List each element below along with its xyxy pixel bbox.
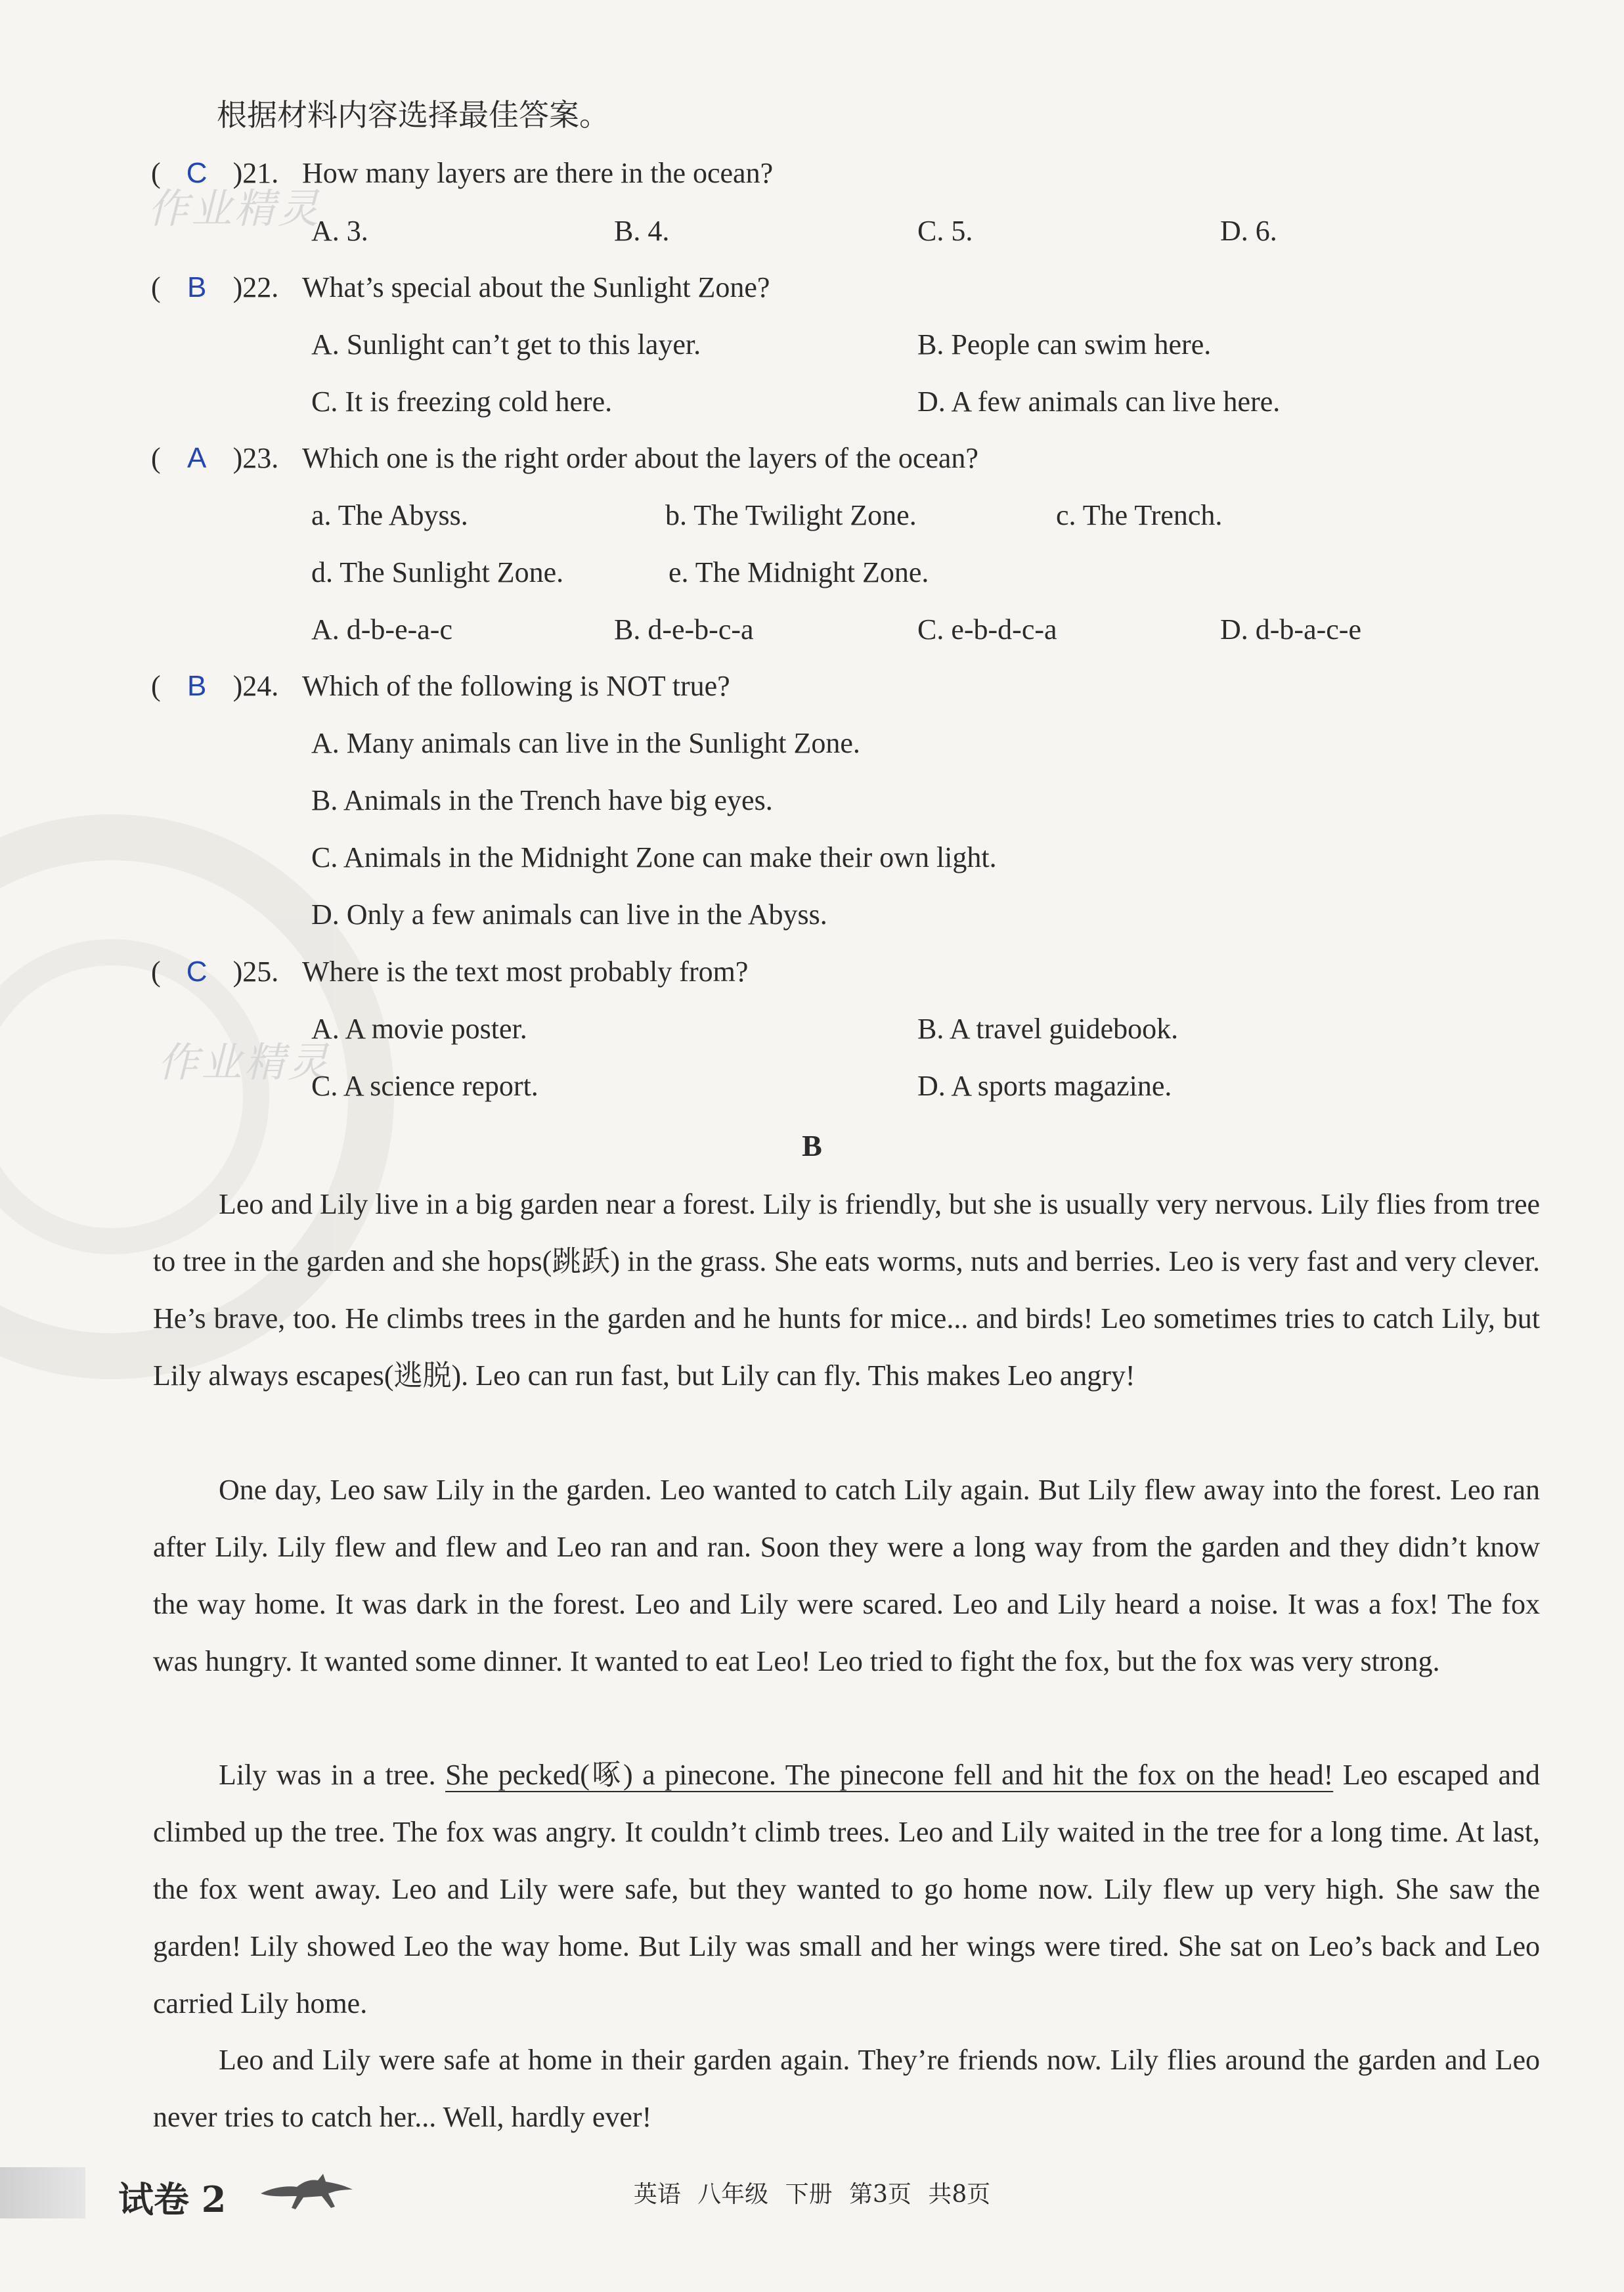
q22-option-a: A. Sunlight can’t get to this layer.: [311, 328, 701, 361]
passage-paragraph-2: One day, Leo saw Lily in the garden. Leo wanted to catch Lily again. But Lily flew away into the forest. Leo ran after Lily. Lily flew and flew and Leo ran and ran. Soon they were a long way from the garden and they didn’t know the way home. It was dark in the forest. Leo and Lily were scared. Leo and Lily heard a noise. It was a fox! The fox was hungry. It wanted some dinner. It wanted to eat Leo! Leo tried to fight the fox, but the fox was very strong.: [153, 1474, 1540, 1677]
answer-23: A: [187, 442, 207, 474]
question-21: ( C )21. How many layers are there in the ocean?: [151, 157, 774, 189]
q23-item-b: b. The Twilight Zone.: [665, 499, 917, 531]
question-21-text: How many layers are there in the ocean?: [302, 157, 774, 189]
q23-item-c: c. The Trench.: [1056, 499, 1223, 531]
section-b-title: B: [802, 1129, 822, 1162]
question-22-text: What’s special about the Sunlight Zone?: [302, 271, 770, 303]
underlined-sentence: She pecked(啄) a pinecone. The pinecone fell and hit the fox on the head!: [445, 1759, 1334, 1791]
q22-option-c: C. It is freezing cold here.: [311, 386, 613, 418]
q22-option-b: B. People can swim here.: [917, 328, 1212, 361]
q25-option-a: A. A movie poster.: [311, 1013, 527, 1045]
question-24: ( B )24. Which of the following is NOT true?: [151, 670, 730, 702]
instruction-text: 根据材料内容选择最佳答案。: [217, 97, 609, 133]
q24-option-a: A. Many animals can live in the Sunlight Zone.: [311, 727, 860, 759]
question-22: ( B )22. What’s special about the Sunlight Zone?: [151, 271, 770, 303]
q21-option-d: D. 6.: [1220, 215, 1277, 247]
q23-option-b: B. d-e-b-c-a: [614, 613, 754, 646]
footer-page-info: 英语 八年级 下册 第3页 共8页: [633, 2181, 991, 2208]
q23-option-a: A. d-b-e-a-c: [311, 613, 452, 646]
answer-21: C: [186, 157, 208, 189]
q25-option-c: C. A science report.: [311, 1070, 538, 1102]
q23-option-c: C. e-b-d-c-a: [917, 613, 1057, 646]
watermark-text-middle: 作业精灵: [158, 1038, 332, 1086]
question-25-text: Where is the text most probably from?: [302, 956, 749, 988]
q21-option-a: A. 3.: [311, 215, 368, 247]
q24-option-d: D. Only a few animals can live in the Abyss.: [311, 898, 827, 931]
question-24-text: Which of the following is NOT true?: [302, 670, 730, 702]
footer-paper-label: 试卷 2: [118, 2178, 227, 2220]
question-25: ( C )25. Where is the text most probably from?: [151, 956, 749, 988]
answer-24: B: [187, 670, 207, 702]
q24-option-b: B. Animals in the Trench have big eyes.: [311, 784, 773, 816]
q25-option-b: B. A travel guidebook.: [917, 1013, 1179, 1045]
passage-paragraph-4: Leo and Lily were safe at home in their garden again. They’re friends now. Lily flies around the garden and Leo never tries to catch her... Well, hardly ever!: [153, 2044, 1540, 2133]
q23-item-a: a. The Abyss.: [311, 499, 468, 531]
passage-paragraph-1: Leo and Lily live in a big garden near a forest. Lily is friendly, but she is usually very nervous. Lily flies from tree to tree in the garden and she hops(跳跃) in the grass. She eats worms, nuts and berries. Leo is very fast and very clever. He’s brave, too. He climbs trees in the garden and he hunts for mice... and birds! Leo sometimes tries to catch Lily, but Lily always escapes(逃脱). Leo can run fast, but Lily can fly. This makes Leo angry!: [153, 1188, 1540, 1392]
answer-22: B: [187, 271, 207, 303]
q24-option-c: C. Animals in the Midnight Zone can make their own light.: [311, 841, 997, 873]
answer-25: C: [186, 956, 208, 988]
q23-item-e: e. The Midnight Zone.: [669, 556, 929, 588]
question-23-text: Which one is the right order about the layers of the ocean?: [302, 442, 978, 474]
watermark-text-top: 作业精灵: [148, 185, 322, 232]
q23-option-d: D. d-b-a-c-e: [1220, 613, 1361, 646]
q21-option-b: B. 4.: [614, 215, 670, 247]
q21-option-c: C. 5.: [917, 215, 973, 247]
question-23: ( A )23. Which one is the right order about the layers of the ocean?: [151, 442, 978, 474]
q22-option-d: D. A few animals can live here.: [917, 386, 1281, 418]
q25-option-d: D. A sports magazine.: [917, 1070, 1172, 1102]
q23-item-d: d. The Sunlight Zone.: [311, 556, 564, 588]
passage-paragraph-3: Lily was in a tree. She pecked(啄) a pinecone. The pinecone fell and hit the fox on the head! Leo escaped and climbed up the tree. The fox was angry. It couldn’t climb trees. Leo and Lily waited in the tree for a long time. At last, the fox went away. Leo and Lily were safe, but they wanted to go home now. Lily flew up very high. She saw the garden! Lily showed Leo the way home. But Lily was small and her wings were tired. She sat on Leo’s back and Leo carried Lily home.: [153, 1759, 1540, 2019]
